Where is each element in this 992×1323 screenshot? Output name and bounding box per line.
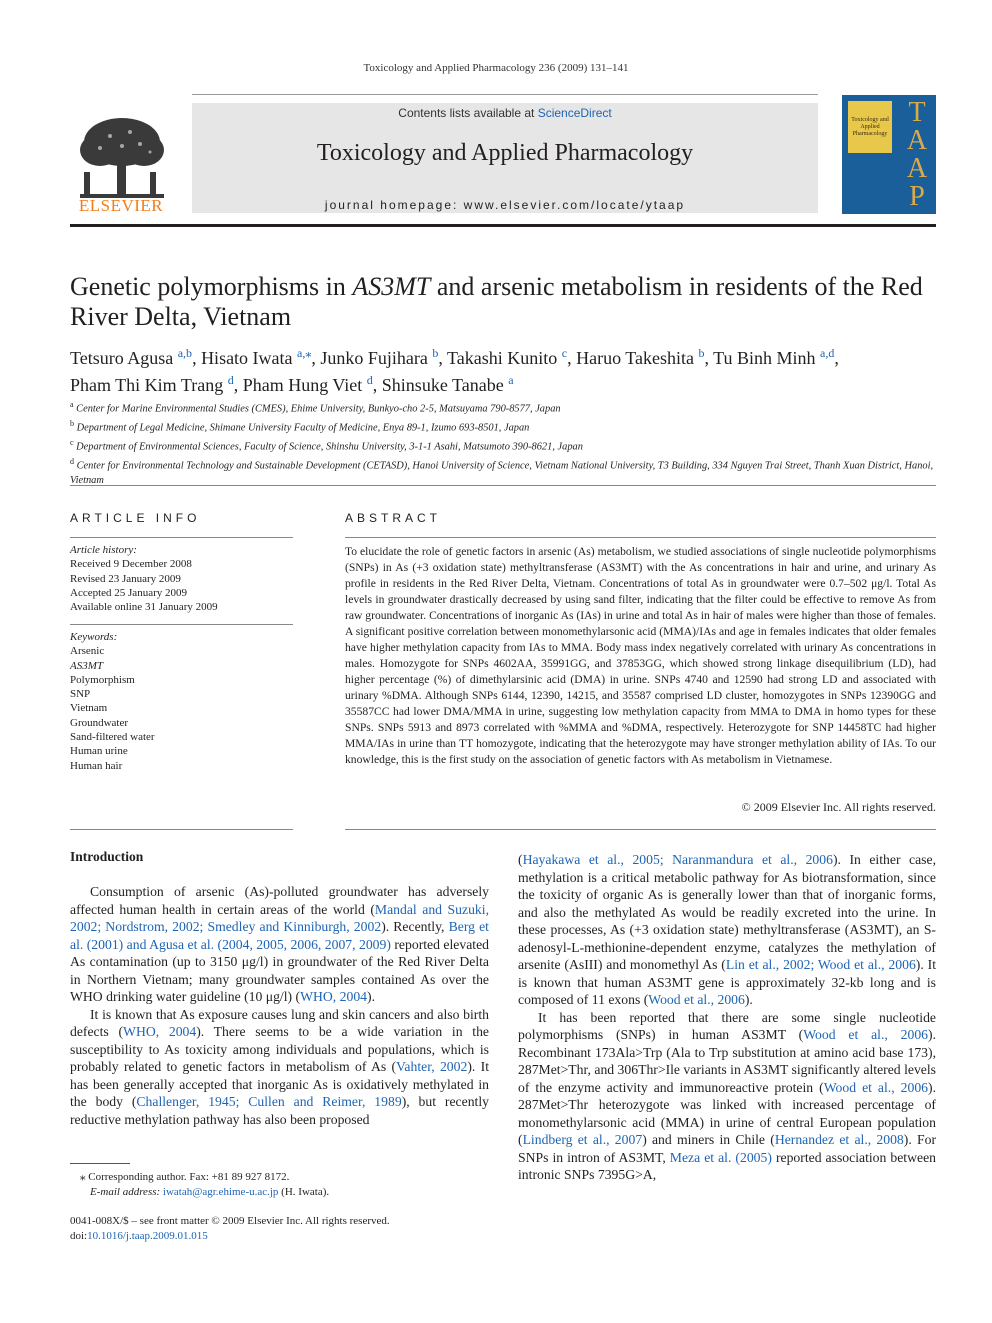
doi-line: doi:10.1016/j.taap.2009.01.015: [70, 1230, 208, 1242]
affiliation: $^d$ Center for Environmental Technology and Sustainable Development (CETASD), Hanoi University of Science, Vietnam National University, T3 Building, 334 Nguyen Trai Street, Thanh Xuan District, Hanoi, Vietnam: [70, 456, 934, 486]
author: Tu Binh Minh $^{a,d}$,: [713, 346, 839, 368]
abstract-bottom-rule: [345, 829, 936, 830]
cover-label-panel: [848, 101, 892, 153]
abstract-copyright: © 2009 Elsevier Inc. All rights reserved.: [741, 800, 936, 814]
article-title: [70, 272, 936, 332]
journal-cover: [842, 95, 936, 214]
affiliation: $^c$ Department of Environmental Sciences, Faculty of Science, Shinshu University, 3-1-1 Asahi, Matsumoto 390-8621, Japan: [70, 437, 583, 453]
author: Shinsuke Tanabe $^a$: [381, 373, 514, 395]
doi-link[interactable]: 10.1016/j.taap.2009.01.015: [87, 1230, 208, 1242]
intro-paragraph: [70, 883, 489, 1006]
citation-link[interactable]: Wood et al., 2006: [648, 992, 745, 1007]
abstract-text: To elucidate the role of genetic factors in arsenic (As) metabolism, we studied associations of single nucleotide polymorphisms (SNPs) in As (+3 oxidation state) methyltransferase (AS3MT) with the As concentrations in hair and urine, and urinary As profile in residents in the Red River Delta, Vietnam. Concentrations of total As in groundwater were 0.7–502 μg/l. Total As levels in groundwater drastically decreased by using sand filter, indicating that the filter could be effective to remove As from raw groundwater. Concentrations of inorganic As (IAs) in urine and total As in hair of males were higher than those of females. A significant positive correlation between monomethylarsonic acid (MMA)/IAs and age in females indicates that older females have higher methylation capacity from IAs to MMA. Body mass index negatively correlated with urinary As concentrations in males. Homozygote for SNPs 4602AA, 35991GG, and 37853GG, which showed strong linkage disequilibrium (LD), had higher percentage (%) of dimethylarsinic acid (DMA) in urine. SNPs 4740 and 12590 had strong LD and associated with urinary %DMA. Although SNPs 6144, 12390, 14215, and 35587 comprised LD cluster, homozygotes in SNPs 12390GG and 35587CC had lower DMA/MMA in urine, suggesting low methylation capacity from MMA to DMA in homo types for these SNPs. SNPs 5913 and 8973 correlated with %MMA and %DMA, respectively. Heterozygote for SNP 14458TC had higher MMA/IAs in urine than TT homozygote, indicating that the heterozygote may have stronger methylation ability of IAs. To our knowledge, this is the first study on the association of genetic factors with As metabolism in Vietnamese.: [345, 545, 936, 766]
front-matter: [70, 1214, 570, 1244]
author-list: [70, 342, 936, 396]
keyword: Sand-filtered water: [70, 731, 155, 744]
keyword: AS3MT: [70, 659, 103, 672]
introduction-heading: Introduction: [70, 849, 144, 864]
affiliations: [70, 398, 936, 488]
keywords: [70, 630, 293, 773]
intro-paragraph: [518, 1009, 936, 1184]
history-item: Received 9 December 2008: [70, 558, 192, 571]
citation-link[interactable]: WHO, 2004: [123, 1024, 197, 1039]
author: Pham Thi Kim Trang $^d$,: [70, 373, 243, 395]
body-text: ). Recombinant 173Ala>Trp (Ala to Trp substitution at amino acid base 173), 287Met>Thr, and 306Thr>Ile variants in AS3MT significantly altered levels of the enzyme activity and immunoreactive protein (: [518, 1027, 936, 1095]
keyword: Groundwater: [70, 716, 129, 729]
corresponding-author-note: ⁎ Corresponding author. Fax: +81 89 927 8172.: [80, 1171, 290, 1183]
footnotes: [80, 1170, 500, 1200]
intro-paragraph: [518, 851, 936, 1009]
keyword: Polymorphism: [70, 673, 135, 686]
body-text: ). In either case, methylation is a critical metabolic pathway for As biotransformation, since the toxicity of organic As is generally lower than that of inorganic forms, and also the methylated As would be readily excreted into the urine. In these processes, As (+3 oxidation state) methyltransferase (AS3MT), an S-adenosyl-L-methionine-dependent enzyme, catalyzes the methylation of arsenite (AsIII) and monomethyl As (: [518, 852, 936, 972]
author: Tetsuro Agusa $^{a,b}$,: [70, 346, 202, 368]
author: Hisato Iwata $^{a,⁎}$,: [201, 346, 321, 368]
article-info-rule: [70, 537, 293, 538]
body-column-left: [70, 883, 489, 1128]
citation-link[interactable]: WHO, 2004: [300, 989, 368, 1004]
cover-journal-small: Toxicology and Applied Pharmacology: [851, 117, 889, 137]
author: Haruo Takeshita $^b$,: [576, 346, 714, 368]
author: Junko Fujihara $^b$,: [320, 346, 448, 368]
keyword: Human hair: [70, 759, 123, 772]
abstract-heading: ABSTRACT: [345, 511, 442, 525]
citation-link[interactable]: Lindberg et al., 2007: [522, 1132, 643, 1147]
body-text: ), but recently reductive methylation pathway has also been proposed: [70, 1094, 489, 1127]
body-text: reported elevated As contamination (up to 3150 μg/l) in groundwater of the Red River Delta in Northern Vietnam; many groundwater samples contained As over the WHO drinking water guideline (10 μg/l) (: [70, 936, 489, 1004]
citation-link[interactable]: Berg et al. (2001) and Agusa et al. (2004, 2005, 2006, 2007, 2009): [70, 919, 489, 952]
article-info-bottom-rule: [70, 829, 293, 830]
citation-link[interactable]: Hernandez et al., 2008: [774, 1132, 904, 1147]
journal-title: Toxicology and Applied Pharmacology: [316, 140, 694, 166]
body-column-right: [518, 851, 936, 1184]
header-top-rule: [192, 94, 818, 95]
history-item: Available online 31 January 2009: [70, 601, 218, 614]
email-note: E-mail address: iwatah@agr.ehime-u.ac.jp (H. Iwata).: [90, 1186, 330, 1198]
cover-taap: TAAP: [906, 97, 928, 212]
citation-link[interactable]: Mandal and Suzuki, 2002; Nordstrom, 2002; Smedley and Kinniburgh, 2002: [70, 901, 489, 934]
body-text: ). Recently,: [381, 919, 449, 934]
author: Pham Hung Viet $^d$,: [242, 373, 382, 395]
title-part-1: Genetic polymorphisms in: [70, 272, 353, 301]
footnote-rule: [70, 1163, 130, 1164]
body-text: It has been reported that there are some single nucleotide polymorphisms (SNPs) in human AS3MT (: [518, 1009, 936, 1042]
email-link[interactable]: iwatah@agr.ehime-u.ac.jp: [162, 1186, 279, 1198]
body-text: reported association between intronic SNPs 7395G>A,: [518, 1149, 936, 1182]
journal-homepage[interactable]: journal homepage: www.elsevier.com/locate/ytaap: [324, 198, 686, 212]
contents-prefix: Contents lists available at: [398, 106, 538, 120]
intro-paragraph: [70, 1006, 489, 1129]
body-text: ). 287Met>Thr heterozygote was linked with increased percentage of monomethylarsonic acid (MMA) in urine of central European population (: [518, 1079, 937, 1147]
body-text: It is known that As exposure causes lung and skin cancers and also birth defects (: [70, 1006, 489, 1039]
article-info-heading: ARTICLE INFO: [70, 511, 201, 525]
publisher-wordmark: ELSEVIER: [78, 196, 164, 215]
body-text: ).: [367, 989, 375, 1004]
citation-link[interactable]: Challenger, 1945; Cullen and Reimer, 1989: [136, 1094, 402, 1109]
keyword: Arsenic: [70, 645, 105, 658]
title-part-2: and arsenic metabolism in residents of the Red River Delta, Vietnam: [70, 272, 923, 331]
body-text: ). It has been generally accepted that inorganic As is oxidatively methylated in the body (: [70, 1059, 489, 1109]
history-item: Revised 23 January 2009: [70, 572, 181, 585]
citation-link[interactable]: Hayakawa et al., 2005; Naranmandura et al., 2006: [522, 852, 833, 867]
header-bottom-rule: [70, 224, 936, 227]
history-item: Accepted 25 January 2009: [70, 586, 187, 599]
keywords-rule: [70, 624, 293, 625]
keyword: SNP: [70, 688, 91, 701]
body-text: Consumption of arsenic (As)-polluted groundwater has adversely affected human health in certain areas of the world (: [70, 884, 489, 917]
sciencedirect-link[interactable]: ScienceDirect: [537, 106, 612, 120]
body-text: ) and miners in Chile (: [642, 1132, 775, 1147]
citation-link[interactable]: Lin et al., 2002; Wood et al., 2006: [725, 957, 916, 972]
keywords-label: Keywords:: [70, 631, 118, 643]
body-text: (: [518, 852, 523, 867]
body-text: ). There seems to be a wide variation in the susceptibility to As toxicity among individuals and populations, which is probably related to genetic factors in metabolism of As (: [70, 1024, 489, 1074]
history-label: Article history:: [70, 544, 137, 556]
citation-link[interactable]: Vahter, 2002: [396, 1059, 468, 1074]
citation-link[interactable]: Meza et al. (2005): [669, 1149, 772, 1165]
author: Takashi Kunito $^c$,: [447, 346, 577, 368]
body-text: ). For SNPs in intron of AS3MT,: [518, 1132, 937, 1165]
title-gene: AS3MT: [352, 272, 431, 301]
body-text: ). It is known that human AS3MT gene is approximately 32-kb long and is composed of 11 exons (: [518, 957, 937, 1007]
abstract-rule: [345, 537, 936, 538]
issn-line: 0041-008X/$ – see front matter © 2009 Elsevier Inc. All rights reserved.: [70, 1215, 390, 1227]
citation-link[interactable]: Wood et al., 2006: [823, 1079, 929, 1095]
keyword: Human urine: [70, 745, 128, 758]
affiliations-rule: [70, 485, 936, 486]
affiliation: $^a$ Center for Marine Environmental Studies (CMES), Ehime University, Bunkyo-cho 2-5, Matsuyama 790-8577, Japan: [70, 400, 561, 415]
contents-available: [192, 106, 818, 120]
citation-link[interactable]: Wood et al., 2006: [803, 1027, 929, 1042]
running-head: Toxicology and Applied Pharmacology 236 (2009) 131–141: [363, 62, 629, 74]
body-text: ).: [744, 992, 753, 1007]
article-history: [70, 543, 293, 614]
keyword: Vietnam: [70, 702, 108, 715]
affiliation: $^b$ Department of Legal Medicine, Shimane University Faculty of Medicine, Enya 89-1, Izumo 693-8501, Japan: [70, 418, 530, 434]
